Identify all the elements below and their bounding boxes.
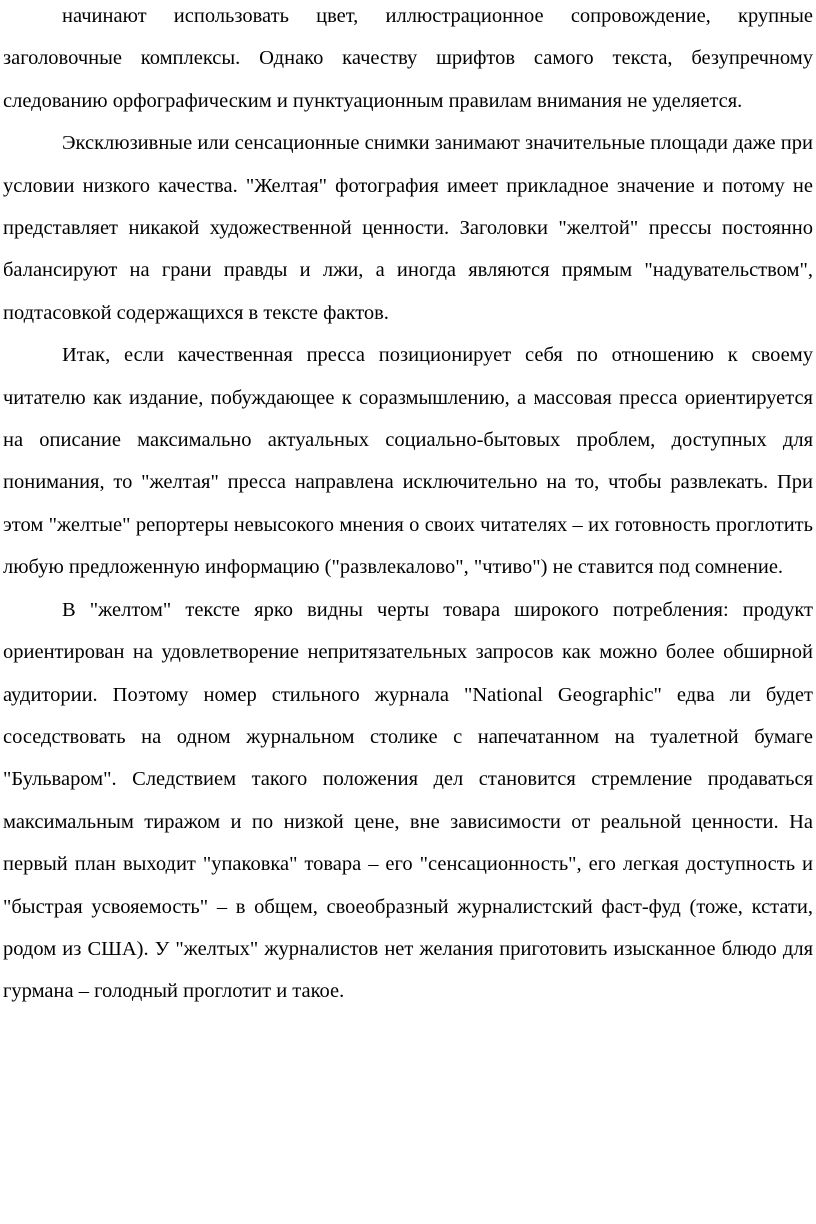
paragraph-continuation: начинают использовать цвет, иллюстрационное сопровождение, крупные заголовочные комплексы. Однако качеству шрифтов самого текста, безупречному следованию орфографическим и пунктуационным правилам внимания не уделяется. xyxy=(3,5,813,112)
paragraph-yellow-text-product: В "желтом" тексте ярко видны черты товара широкого потребления: продукт ориентирован на удовлетворение непритязательных запросов как можно более обширной аудитории. Поэтому номер стильного журнала "National Geographic" едва ли будет соседствовать на одном журнальном столике с напечатанном на туалетной бумаге "Бульваром". Следствием такого положения дел становится стремление продаваться максимальным тиражом и по низкой цене, вне зависимости от реальной ценности. На первый план выходит "упаковка" товара – его "сенсационность", его легкая доступность и "быстрая усвояемость" – в общем, своеобразный журналистский фаст-фуд (тоже, кстати, родом из США). У "желтых" журналистов нет желания приготовить изысканное блюдо для гурмана – голодный проглотит и такое. xyxy=(3,598,813,1003)
paragraph-press-comparison: Итак, если качественная пресса позиционирует себя по отношению к своему читателю как издание, побуждающее к соразмышлению, а массовая пресса ориентируется на описание максимально актуальных социально-бытовых проблем, доступных для понимания, то "желтая" пресса направлена исключительно на то, чтобы развлекать. При этом "желтые" репортеры невысокого мнения о своих читателях – их готовность проглотить любую предложенную информацию ("развлекалово", "чтиво") не ставится под сомнение. xyxy=(3,344,813,579)
paragraph-exclusive-photos: Эксклюзивные или сенсационные снимки занимают значительные площади даже при условии низкого качества. "Желтая" фотография имеет прикладное значение и потому не представляет никакой художественной ценности. Заголовки "желтой" прессы постоянно балансируют на грани правды и лжи, а иногда являются прямым "надувательством", подтасовкой содержащихся в тексте фактов. xyxy=(3,132,813,324)
